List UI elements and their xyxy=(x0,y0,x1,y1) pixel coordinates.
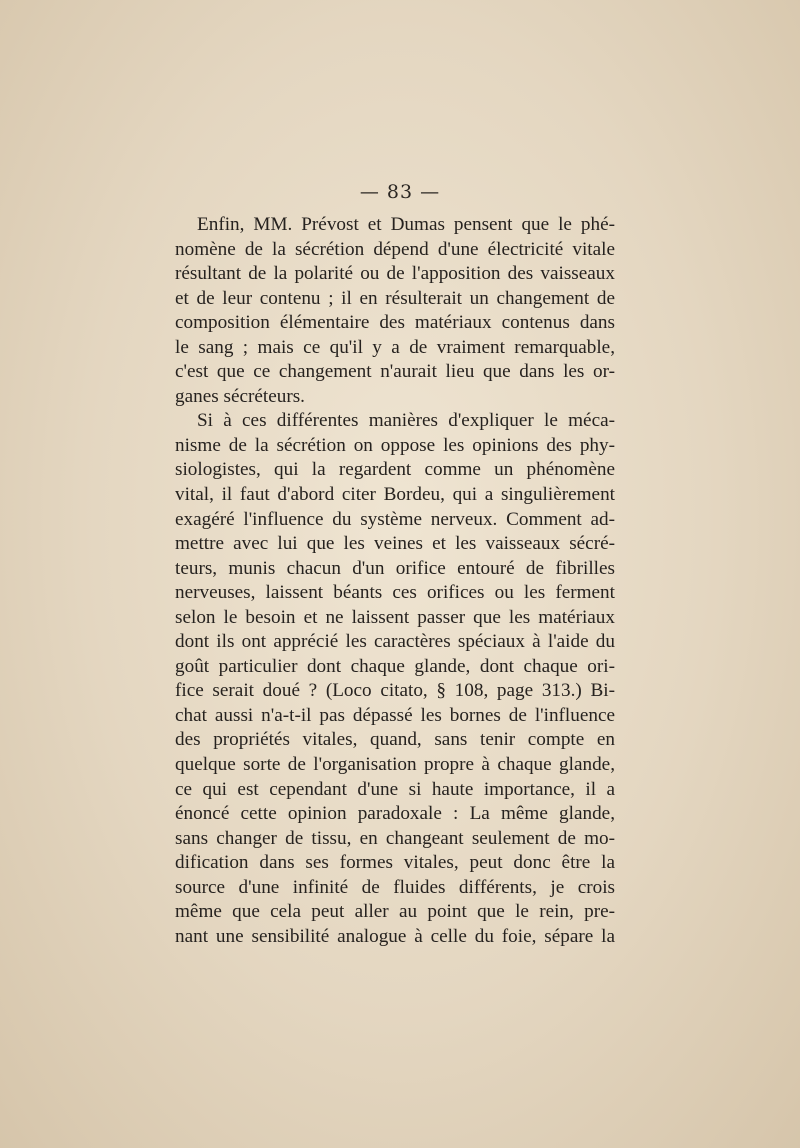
text-line: ce qui est cependant d'une si haute importance, il a xyxy=(175,778,615,800)
text-line: c'est que ce changement n'aurait lieu que dans les or- xyxy=(175,361,615,383)
text-line: résultant de la polarité ou de l'apposition des vaisseaux xyxy=(175,263,615,285)
text-line: goût particulier dont chaque glande, dont chaque ori- xyxy=(175,655,615,677)
text-line: source d'une infinité de fluides différents, je crois xyxy=(175,876,615,898)
text-line: nerveuses, laissent béants ces orifices ou les ferment xyxy=(175,582,615,604)
text-line: selon le besoin et ne laissent passer que les matériaux xyxy=(175,606,615,628)
text-line: énoncé cette opinion paradoxale : La même glande, xyxy=(175,803,615,825)
text-line: Si à ces différentes manières d'expliquer le méca- xyxy=(197,410,615,432)
text-line: ganes sécréteurs. xyxy=(175,385,305,407)
text-line: nant une sensibilité analogue à celle du foie, sépare la xyxy=(175,925,615,947)
text-line: quelque sorte de l'organisation propre à chaque glande, xyxy=(175,754,615,776)
text-line: dont ils ont apprécié les caractères spéciaux à l'aide du xyxy=(175,631,615,653)
text-line: composition élémentaire des matériaux contenus dans xyxy=(175,312,615,334)
text-line: siologistes, qui la regardent comme un phénomène xyxy=(175,459,615,481)
text-line: exagéré l'influence du système nerveux. Comment ad- xyxy=(175,508,615,530)
text-line: Enfin, MM. Prévost et Dumas pensent que le phé- xyxy=(197,214,615,235)
text-line: nisme de la sécrétion on oppose les opinions des phy- xyxy=(175,434,615,456)
text-line: le sang ; mais ce qu'il y a de vraiment remarquable, xyxy=(175,336,615,358)
text-line: même que cela peut aller au point que le rein, pre- xyxy=(175,901,615,923)
body-text xyxy=(175,213,615,949)
text-line: dification dans ses formes vitales, peut donc être la xyxy=(175,852,615,874)
text-line: des propriétés vitales, quand, sans tenir compte en xyxy=(175,729,615,751)
text-line: mettre avec lui que les veines et les vaisseaux sécré- xyxy=(175,533,615,555)
text-line: fice serait doué ? (Loco citato, § 108, page 313.) Bi- xyxy=(175,680,615,702)
text-line: teurs, munis chacun d'un orifice entouré de fibrilles xyxy=(175,557,615,579)
page-number: — 83 — xyxy=(359,181,441,203)
text-line: vital, il faut d'abord citer Bordeu, qui a singulièrement xyxy=(175,484,615,506)
text-line: sans changer de tissu, en changeant seulement de mo- xyxy=(175,827,615,849)
text-line: chat aussi n'a-t-il pas dépassé les bornes de l'influence xyxy=(175,704,615,726)
text-line: et de leur contenu ; il en résulterait un changement de xyxy=(175,287,615,309)
text-line: nomène de la sécrétion dépend d'une électricité vitale xyxy=(175,238,615,260)
